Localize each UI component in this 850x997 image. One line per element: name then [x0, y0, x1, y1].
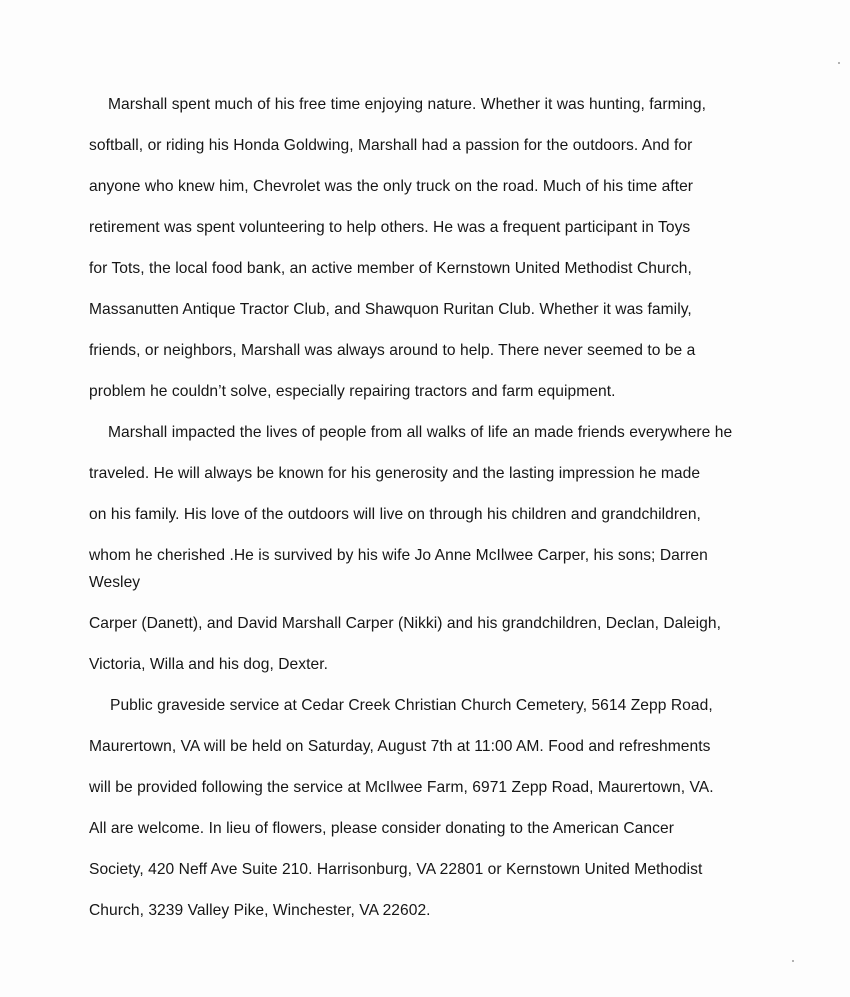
- paragraph-1-line-6: Massanutten Antique Tractor Club, and Shawquon Ruritan Club. Whether it was family,: [89, 301, 692, 318]
- paragraph-1-line-4: retirement was spent volunteering to help others. He was a frequent participant in Toys: [89, 219, 691, 236]
- scan-speck: [792, 960, 794, 962]
- paragraph-2-line-3: on his family. His love of the outdoors will live on through his children and grandchildren,: [89, 506, 701, 523]
- paragraph-1-line-1: Marshall spent much of his free time enjoying nature. Whether it was hunting, farming,: [108, 96, 707, 113]
- paragraph-2-line-2: traveled. He will always be known for his generosity and the lasting impression he made: [89, 465, 701, 482]
- paragraph-1-line-2: softball, or riding his Honda Goldwing, Marshall had a passion for the outdoors. And for: [89, 137, 693, 154]
- paragraph-1-line-8: problem he couldn’t solve, especially repairing tractors and farm equipment.: [89, 383, 616, 400]
- paragraph-3-line-4: All are welcome. In lieu of flowers, please consider donating to the American Cancer: [89, 820, 674, 837]
- paragraph-2-line-1: Marshall impacted the lives of people from all walks of life an made friends everywhere he: [108, 424, 733, 441]
- paragraph-3-line-2: Maurertown, VA will be held on Saturday, August 7th at 11:00 AM. Food and refreshments: [89, 738, 711, 755]
- scan-speck: [838, 62, 840, 64]
- paragraph-1-line-7: friends, or neighbors, Marshall was always around to help. There never seemed to be a: [89, 342, 696, 359]
- paragraph-1-line-3: anyone who knew him, Chevrolet was the only truck on the road. Much of his time after: [89, 178, 694, 195]
- paragraph-3-line-5: Society, 420 Neff Ave Suite 210. Harrisonburg, VA 22801 or Kernstown United Methodist: [89, 861, 703, 878]
- paragraph-2-line-4: whom he cherished .He is survived by his wife Jo Anne McIlwee Carper, his sons; Darren: [89, 547, 708, 564]
- paragraph-2-line-5: Wesley: [89, 574, 141, 591]
- paragraph-3-line-1: Public graveside service at Cedar Creek Christian Church Cemetery, 5614 Zepp Road,: [110, 697, 713, 714]
- paragraph-3-line-6: Church, 3239 Valley Pike, Winchester, VA 22602.: [89, 902, 431, 919]
- paragraph-1-line-5: for Tots, the local food bank, an active member of Kernstown United Methodist Church,: [89, 260, 692, 277]
- paragraph-2-line-7: Victoria, Willa and his dog, Dexter.: [89, 656, 328, 673]
- paragraph-2-line-6: Carper (Danett), and David Marshall Carper (Nikki) and his grandchildren, Declan, Daleigh,: [89, 615, 721, 632]
- paragraph-3-line-3: will be provided following the service at McIlwee Farm, 6971 Zepp Road, Maurertown, VA.: [89, 779, 714, 796]
